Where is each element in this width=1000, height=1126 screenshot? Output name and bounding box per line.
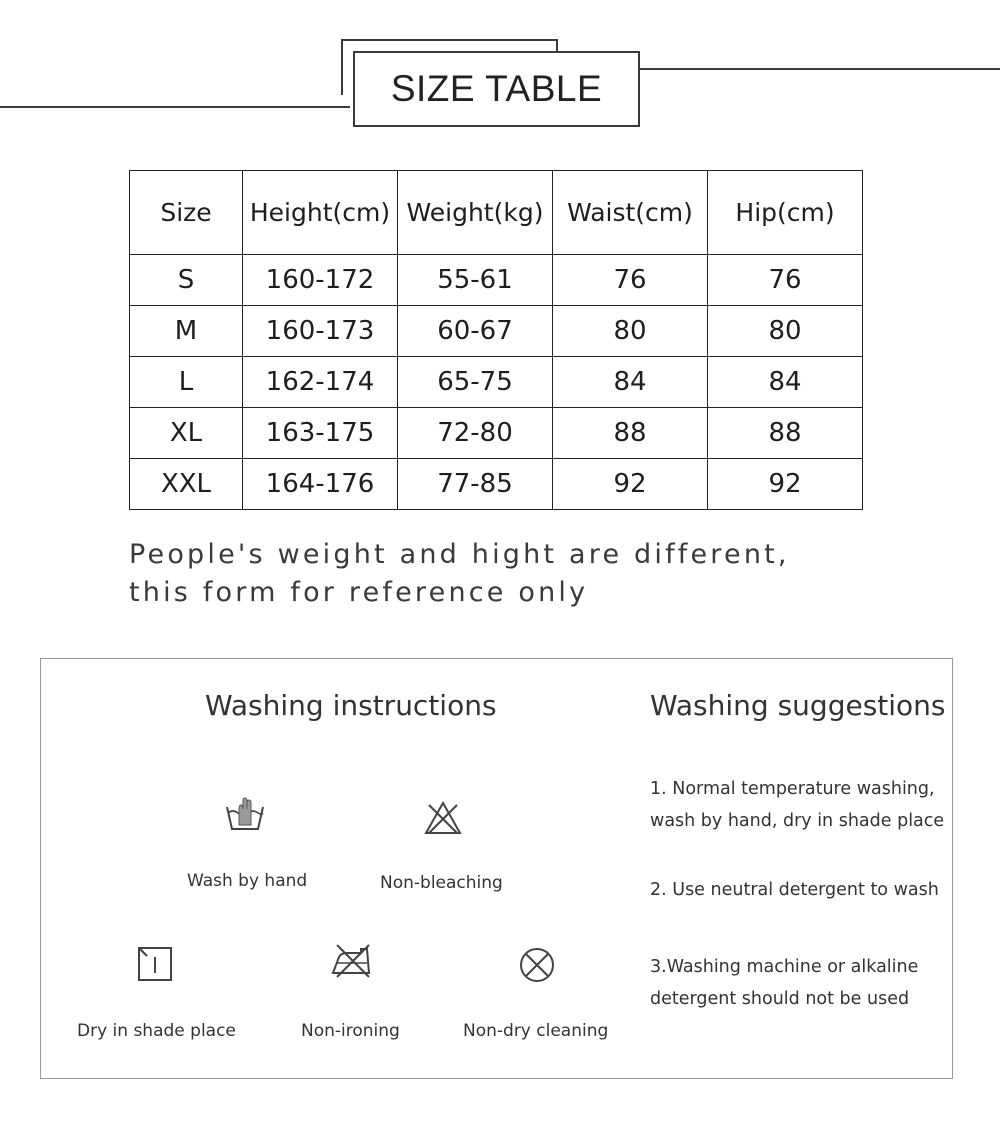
column-header-height: Height(cm) xyxy=(243,171,398,255)
dry-in-shade-label: Dry in shade place xyxy=(77,1021,236,1041)
table-cell: 160-172 xyxy=(243,255,398,306)
column-header-hip: Hip(cm) xyxy=(708,171,863,255)
banner-line-left xyxy=(0,106,350,108)
column-header-waist: Waist(cm) xyxy=(553,171,708,255)
table-row xyxy=(130,255,863,306)
table-cell: 164-176 xyxy=(243,459,398,510)
no-dry-clean-icon xyxy=(517,945,557,985)
suggestion-3 xyxy=(650,951,918,1015)
washing-panel xyxy=(40,658,953,1079)
wash-by-hand-label: Wash by hand xyxy=(187,871,308,891)
suggestion-2 xyxy=(650,874,939,906)
table-row xyxy=(130,357,863,408)
table-cell: S xyxy=(130,255,243,306)
table-cell: 92 xyxy=(553,459,708,510)
shade-dry-icon xyxy=(136,945,174,983)
note-line-2: this form for reference only xyxy=(129,577,589,608)
no-iron-icon xyxy=(329,941,375,981)
reference-note xyxy=(129,536,949,612)
table-cell: 162-174 xyxy=(243,357,398,408)
banner-line-right xyxy=(607,68,1000,70)
table-cell: 92 xyxy=(708,459,863,510)
non-bleaching-label: Non-bleaching xyxy=(380,873,503,893)
table-cell: 72-80 xyxy=(398,408,553,459)
size-table xyxy=(129,170,863,510)
page-title: SIZE TABLE xyxy=(390,68,603,109)
table-cell: 76 xyxy=(553,255,708,306)
table-cell: 163-175 xyxy=(243,408,398,459)
washing-suggestions-title: Washing suggestions xyxy=(650,689,946,722)
table-header-row xyxy=(130,171,863,255)
washing-instructions-title: Washing instructions xyxy=(205,689,497,722)
column-header-weight: Weight(kg) xyxy=(398,171,553,255)
suggestion-2-line-1: 2. Use neutral detergent to wash xyxy=(650,880,939,900)
suggestion-1 xyxy=(650,773,944,837)
table-cell: 80 xyxy=(708,306,863,357)
table-cell: 55-61 xyxy=(398,255,553,306)
non-dry-cleaning-label: Non-dry cleaning xyxy=(463,1021,609,1041)
table-cell: 84 xyxy=(708,357,863,408)
table-cell: 160-173 xyxy=(243,306,398,357)
table-cell: 88 xyxy=(553,408,708,459)
table-cell: M xyxy=(130,306,243,357)
table-cell: 77-85 xyxy=(398,459,553,510)
hand-wash-icon xyxy=(223,795,267,835)
table-row xyxy=(130,459,863,510)
table-cell: 65-75 xyxy=(398,357,553,408)
table-row xyxy=(130,306,863,357)
non-ironing-label: Non-ironing xyxy=(301,1021,400,1041)
table-cell: 84 xyxy=(553,357,708,408)
table-cell: 76 xyxy=(708,255,863,306)
table-cell: L xyxy=(130,357,243,408)
suggestion-1-line-2: wash by hand, dry in shade place xyxy=(650,811,945,831)
column-header-size: Size xyxy=(130,171,243,255)
table-cell: 88 xyxy=(708,408,863,459)
no-bleach-icon xyxy=(423,799,463,837)
table-cell: XL xyxy=(130,408,243,459)
suggestion-3-line-1: 3.Washing machine or alkaline xyxy=(650,957,919,977)
table-cell: 60-67 xyxy=(398,306,553,357)
table-cell: 80 xyxy=(553,306,708,357)
suggestion-1-line-1: 1. Normal temperature washing, xyxy=(650,779,935,799)
suggestion-3-line-2: detergent should not be used xyxy=(650,989,910,1009)
table-cell: XXL xyxy=(130,459,243,510)
note-line-1: People's weight and hight are different, xyxy=(129,539,790,570)
table-row xyxy=(130,408,863,459)
